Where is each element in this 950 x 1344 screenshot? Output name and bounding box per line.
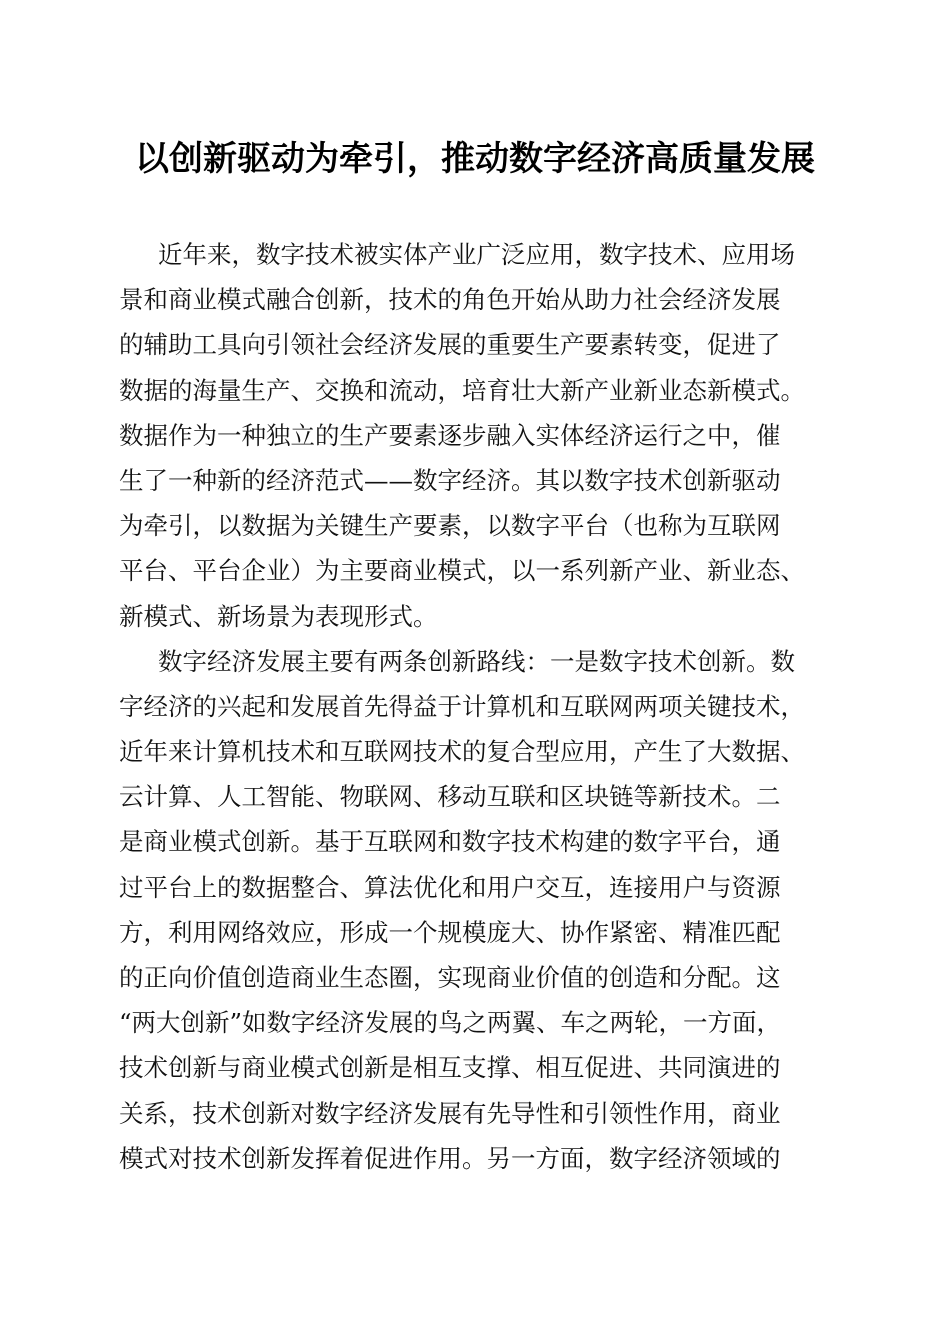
text-line: 的正向价值创造商业生态圈，实现商业价值的创造和分配。这 (119, 963, 781, 992)
text-line: 字经济的兴起和发展首先得益于计算机和互联网两项关键技术， (119, 691, 805, 721)
document-body (119, 232, 831, 1181)
text-line: 模式对技术创新发挥着促进作用。另一方面，数字经济领域的 (119, 1143, 781, 1173)
text-line: 云计算、人工智能、物联网、移动互联和区块链等新技术。二 (119, 782, 781, 812)
text-line: 近年来，数字技术被实体产业广泛应用，数字技术、应用场 (158, 240, 795, 269)
text-line: 为牵引，以数据为关键生产要素，以数字平台（也称为互联网 (119, 511, 781, 541)
text-line: 平台、平台企业）为主要商业模式，以一系列新产业、新业态、 (119, 556, 805, 586)
text-line: 近年来计算机技术和互联网技术的复合型应用，产生了大数据、 (119, 737, 805, 767)
text-line: 方，利用网络效应，形成一个规模庞大、协作紧密、精准匹配 (119, 917, 781, 947)
paragraph-2 (119, 639, 831, 1181)
document-title: 以创新驱动为牵引，推动数字经济高质量发展 (135, 139, 815, 179)
text-line: 关系，技术创新对数字经济发展有先导性和引领性作用，商业 (119, 1098, 781, 1128)
text-line: 生了一种新的经济范式——数字经济。其以数字技术创新驱动 (119, 465, 781, 495)
text-line: 数据作为一种独立的生产要素逐步融入实体经济运行之中，催 (119, 420, 781, 450)
text-line: 过平台上的数据整合、算法优化和用户交互，连接用户与资源 (119, 872, 781, 902)
text-line: 的辅助工具向引领社会经济发展的重要生产要素转变，促进了 (119, 330, 781, 360)
text-line: 数据的海量生产、交换和流动，培育壮大新产业新业态新模式。 (119, 375, 805, 405)
text-line: 景和商业模式融合创新，技术的角色开始从助力社会经济发展 (119, 285, 781, 315)
text-line: 新模式、新场景为表现形式。 (119, 601, 438, 631)
text-line: “两大创新”如数字经济发展的鸟之两翼、车之两轮，一方面， (119, 1008, 782, 1038)
text-line: 是商业模式创新。基于互联网和数字技术构建的数字平台，通 (119, 827, 781, 857)
text-line: 数字经济发展主要有两条创新路线：一是数字技术创新。数 (158, 646, 795, 676)
paragraph-1 (119, 232, 831, 639)
text-line: 技术创新与商业模式创新是相互支撑、相互促进、共同演进的 (119, 1053, 781, 1083)
